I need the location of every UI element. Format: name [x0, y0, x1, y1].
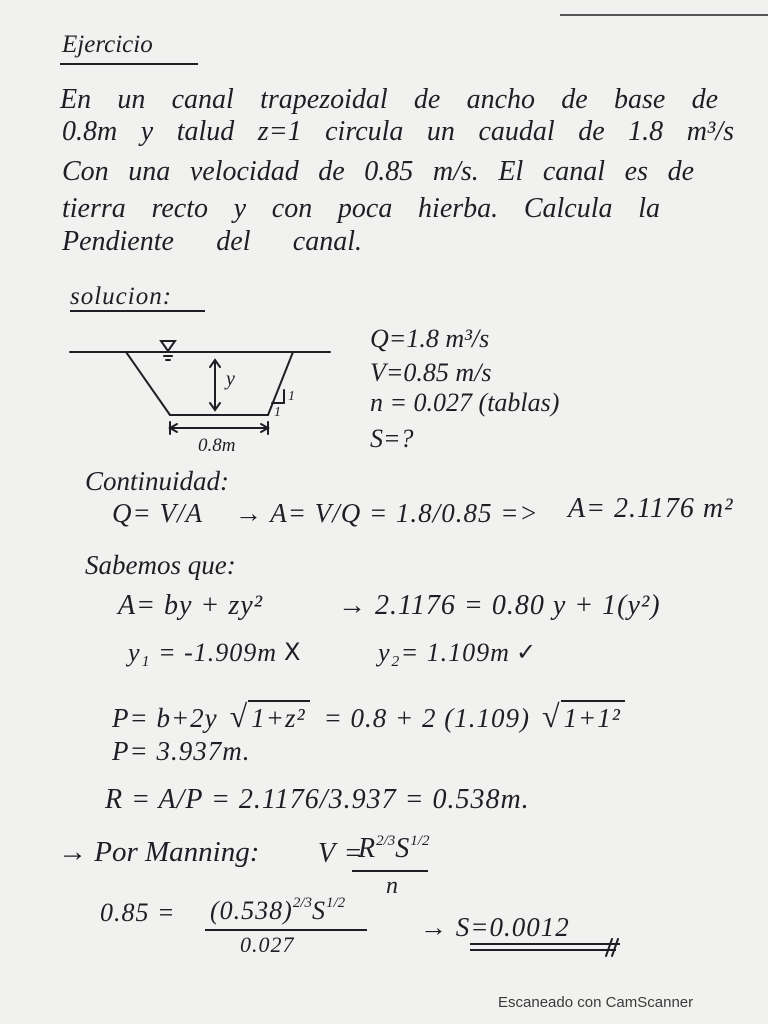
manning-lhs: V = — [318, 838, 364, 869]
area-substitution: → 2.1176 = 0.80 y + 1(y²) — [338, 590, 661, 621]
statement-line: 0.8m y talud z=1 circula un caudal de 1.8 m³/s — [62, 116, 734, 147]
root-1: y₁ = -1.909m — [128, 638, 278, 667]
perimeter-result: P= 3.937m. — [112, 736, 251, 766]
manning-radius: R — [358, 833, 377, 864]
accept-check-icon: ✓ — [516, 638, 537, 666]
perimeter-radicand-values: 1+1² — [561, 700, 625, 732]
statement-line: tierra recto y con poca hierba. Calcula la — [62, 193, 660, 224]
hydraulic-radius: R = A/P = 2.1176/3.937 = 0.538m. — [105, 784, 530, 815]
scan-edge-line — [560, 14, 768, 16]
manning-slope-exponent: 1/2 — [410, 833, 430, 849]
exercise-title: Ejercicio — [62, 31, 153, 58]
area-result: A= 2.1176 m² — [568, 493, 734, 524]
manning-slope: S — [395, 833, 411, 864]
area-heading: Sabemos que: — [85, 550, 236, 580]
final-numerator — [210, 896, 345, 924]
perimeter-lhs: P= b+2y — [112, 703, 218, 733]
perimeter-radicand: 1+z² — [248, 700, 309, 732]
perimeter-equation — [112, 700, 625, 732]
water-level-icon — [161, 341, 175, 351]
manning-radius-exponent: 2/3 — [376, 833, 396, 849]
final-radius-exponent: 2/3 — [292, 895, 312, 911]
given-velocity: V=0.85 m/s — [370, 358, 492, 387]
continuity-equation: Q= V/A — [112, 498, 203, 528]
perimeter-substitution: = 0.8 + 2 (1.109) — [323, 703, 530, 733]
slope-rise-label: 1 — [288, 389, 295, 404]
slope-answer: → S=0.0012 — [420, 912, 570, 942]
root-2: y₂= 1.109m — [378, 638, 510, 667]
scanner-watermark: Escaneado con CamScanner — [498, 994, 694, 1011]
manning-numerator — [358, 834, 429, 863]
solution-underline — [70, 310, 205, 312]
statement-line: Pendiente del canal. — [62, 226, 362, 257]
slope-run-label: 1 — [274, 405, 281, 420]
manning-heading: → Por Manning: — [58, 836, 260, 868]
depth-label: y — [226, 368, 235, 390]
statement-line: En un canal trapezoidal de ancho de base de — [60, 84, 718, 115]
area-formula: A= by + zy² — [118, 590, 264, 621]
continuity-heading: Continuidad: — [85, 466, 230, 496]
unknown-slope: S=? — [370, 424, 414, 453]
base-width-label: 0.8m — [198, 435, 236, 456]
final-denominator: 0.027 — [240, 932, 295, 957]
trapezoidal-channel-diagram — [60, 330, 340, 460]
solution-heading: solucion: — [70, 283, 173, 310]
manning-fraction-bar — [352, 870, 428, 872]
answer-underline — [470, 949, 616, 951]
radical-icon: √ — [541, 698, 561, 734]
manning-denominator: n — [386, 873, 399, 899]
answer-underline — [470, 943, 620, 945]
title-underline — [60, 63, 198, 65]
final-slope: S — [312, 896, 326, 925]
final-fraction-bar — [205, 929, 367, 931]
final-lhs: 0.85 = — [100, 898, 176, 927]
left-bank — [126, 352, 170, 415]
radical-icon: √ — [229, 698, 249, 734]
answer-double-slash-icon — [600, 936, 624, 958]
final-radius-value: (0.538) — [210, 896, 293, 925]
reject-mark-icon: X — [284, 638, 301, 666]
given-roughness: n = 0.027 (tablas) — [370, 388, 560, 417]
continuity-rearranged: → A= V/Q = 1.8/0.85 => — [235, 498, 539, 528]
given-discharge: Q=1.8 m³/s — [370, 324, 490, 353]
statement-line: Con una velocidad de 0.85 m/s. El canal es de — [62, 156, 694, 187]
final-slope-exponent: 1/2 — [326, 895, 346, 911]
